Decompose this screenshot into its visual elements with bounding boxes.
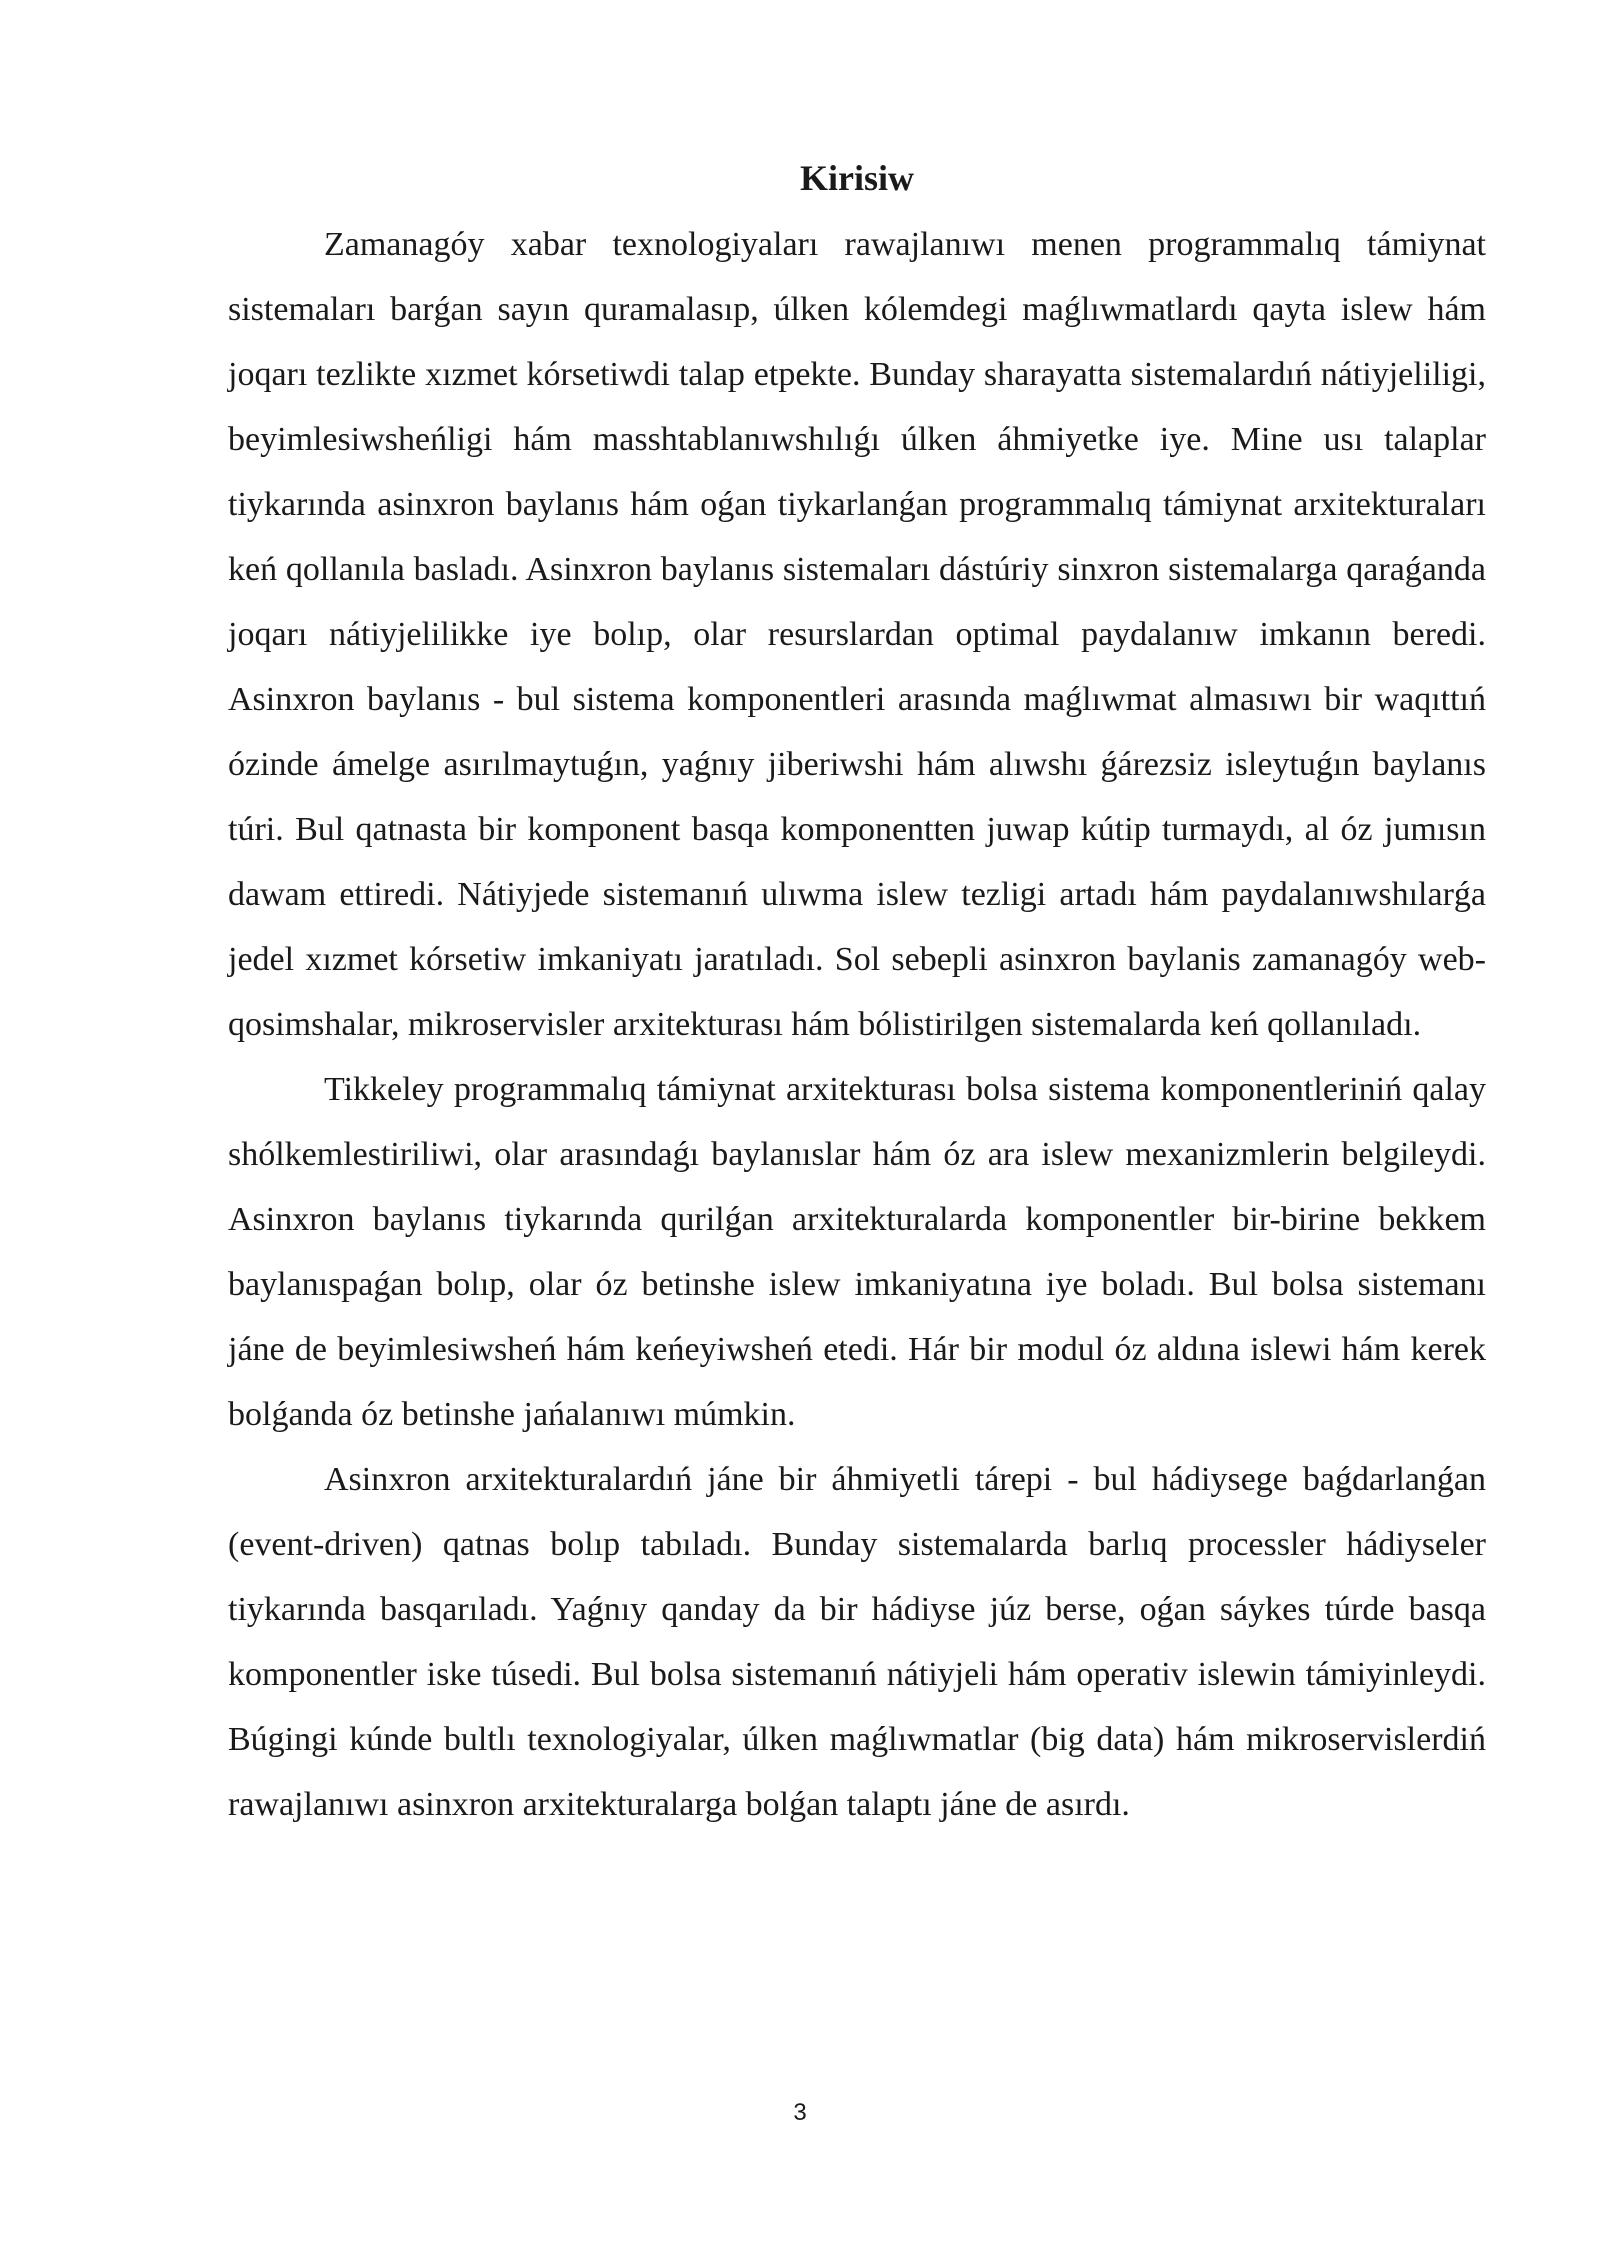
paragraph-2: Tikkeley programmalıq támiynat arxitekturası bolsa sistema komponentleriniń qalay shólkemlestiriliwi, olar arasındaǵı baylanıslar hám óz ara islew mexanizmlerin belgileydi. Asinxron baylanıs tiykarında qurilǵan arxitekturalarda komponentler bir-birine bekkem baylanıspaǵan bolıp, olar óz betinshe islew imkaniyatına iye boladı. Bul bolsa sistemanı jáne de beyimlesiwsheń hám keńeyiwsheń etedi. Hár bir modul óz aldına islewi hám kerek bolǵanda óz betinshe jańalanıwı múmkin. — [228, 1071, 1486, 1433]
section-title: Kirisiw — [800, 158, 914, 198]
page-content — [228, 148, 1486, 1837]
page-number: 3 — [793, 2099, 807, 2126]
paragraph-3: Asinxron arxitekturalardıń jáne bir áhmiyetli tárepi - bul hádiysege baǵdarlanǵan (event-driven) qatnas bolıp tabıladı. Bunday sistemalarda barlıq processler hádiyseler tiykarında basqarıladı. Yaǵnıy qanday da bir hádiyse júz berse, oǵan sáykes túrde basqa komponentler iske túsedi. Bul bolsa sistemanıń nátiyjeli hám operativ islewin támiyinleydi. Búgingi kúnde bultlı texnologiyalar, úlken maǵlıwmatlar (big data) hám mikroservislerdiń rawajlanıwı asinxron arxitekturalarga bolǵan talaptı jáne de asırdı. — [228, 1461, 1486, 1823]
paragraph-1: Zamanagóy xabar texnologiyaları rawajlanıwı menen programmalıq támiynat sistemaları barǵan sayın quramalasıp, úlken kólemdegi maǵlıwmatlardı qayta islew hám joqarı tezlikte xızmet kórsetiwdi talap etpekte. Bunday sharayatta sistemalardıń nátiyjeliligi, beyimlesiwsheńligi hám masshtablanıwshılıǵı úlken áhmiyetke iye. Mine usı talaplar tiykarında asinxron baylanıs hám oǵan tiykarlanǵan programmalıq támiynat arxitekturaları keń qollanıla basladı. Asinxron baylanıs sistemaları dástúriy sinxron sistemalarga qaraǵanda joqarı nátiyjelilikke iye bolıp, olar resurslardan optimal paydalanıw imkanın beredi. Asinxron baylanıs - bul sistema komponentleri arasında maǵlıwmat almasıwı bir waqıttıń ózinde ámelge asırılmaytuǵın, yaǵnıy jiberiwshi hám alıwshı ǵárezsiz isleytuǵın baylanıs túri. Bul qatnasta bir komponent basqa komponentten juwap kútip turmaydı, al óz jumısın dawam ettiredi. Nátiyjede sistemanıń ulıwma islew tezligi artadı hám paydalanıwshılarǵa jedel xızmet kórsetiw imkaniyatı jaratıladı. Sol sebepli asinxron baylanis zamanagóy web-qosimshalar, mikroservisler arxitekturası hám bólistirilgen sistemalarda keń qollanıladı. — [228, 226, 1486, 1043]
